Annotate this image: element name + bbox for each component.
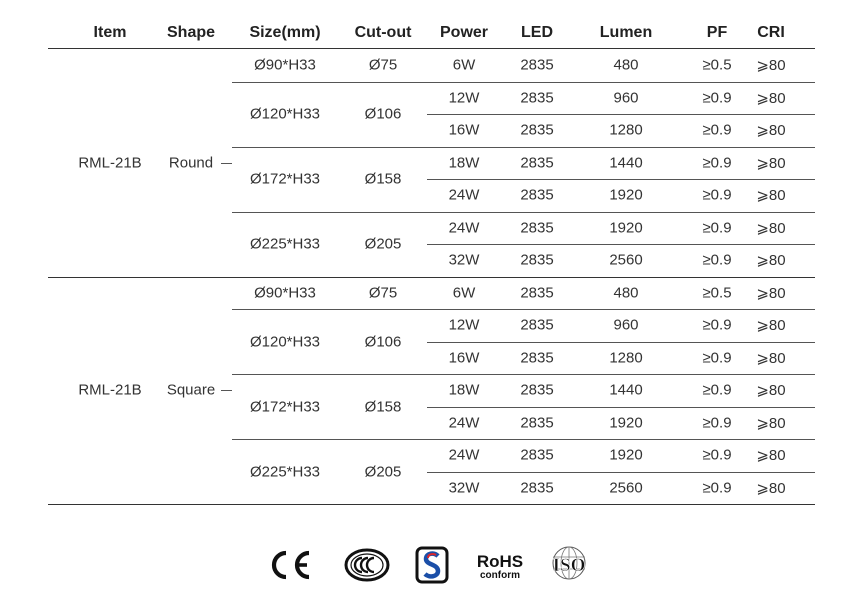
size-cell: Ø120*H33 bbox=[249, 105, 321, 123]
cri-cell: ⩾80 bbox=[756, 284, 786, 302]
cri-cell: ⩾80 bbox=[756, 219, 786, 237]
size-divider bbox=[232, 374, 815, 375]
group-divider bbox=[48, 277, 815, 278]
cri-cell: ⩾80 bbox=[756, 382, 786, 400]
pf-cell: ≥0.9 bbox=[702, 154, 732, 172]
power-cell: 16W bbox=[448, 349, 480, 367]
header-rule bbox=[48, 48, 815, 49]
cutout-cell: Ø205 bbox=[364, 235, 402, 253]
lumen-cell: 1440 bbox=[609, 154, 643, 172]
power-cell: 18W bbox=[448, 154, 480, 172]
led-cell: 2835 bbox=[520, 121, 554, 139]
iso-label: ISO bbox=[552, 555, 586, 576]
led-cell: 2835 bbox=[520, 349, 554, 367]
lumen-cell: 1920 bbox=[609, 446, 643, 464]
cri-cell: ⩾80 bbox=[756, 349, 786, 367]
led-cell: 2835 bbox=[520, 219, 554, 237]
cri-cell: ⩾80 bbox=[756, 89, 786, 107]
column-header-pf: PF bbox=[706, 24, 728, 41]
size-cell: Ø225*H33 bbox=[249, 235, 321, 253]
pf-cell: ≥0.5 bbox=[702, 56, 732, 74]
cri-cell: ⩾80 bbox=[756, 317, 786, 335]
pf-cell: ≥0.9 bbox=[702, 186, 732, 204]
group-divider bbox=[48, 504, 815, 505]
item-cell: RML-21B bbox=[78, 154, 142, 172]
cri-cell: ⩾80 bbox=[756, 187, 786, 205]
size-divider bbox=[232, 212, 815, 213]
ce-mark-icon bbox=[266, 545, 316, 585]
lumen-cell: 1280 bbox=[609, 349, 643, 367]
cutout-cell: Ø158 bbox=[364, 170, 402, 188]
lumen-cell: 1440 bbox=[609, 381, 643, 399]
pf-cell: ≥0.9 bbox=[702, 381, 732, 399]
lumen-cell: 1920 bbox=[609, 414, 643, 432]
pf-cell: ≥0.9 bbox=[702, 479, 732, 497]
cri-cell: ⩾80 bbox=[756, 57, 786, 75]
row-divider bbox=[427, 342, 815, 343]
safety-s-mark-icon bbox=[414, 545, 450, 585]
column-header-item: Item bbox=[93, 24, 127, 41]
size-divider bbox=[232, 147, 815, 148]
power-cell: 12W bbox=[448, 89, 480, 107]
led-cell: 2835 bbox=[520, 186, 554, 204]
rohs-mark-icon bbox=[472, 545, 528, 585]
pf-cell: ≥0.9 bbox=[702, 121, 732, 139]
ce-mark-label: CE bbox=[291, 584, 293, 585]
power-cell: 24W bbox=[448, 446, 480, 464]
row-divider bbox=[427, 114, 815, 115]
cutout-cell: Ø75 bbox=[368, 56, 398, 74]
column-header-cri: CRI bbox=[757, 24, 785, 41]
size-cell: Ø90*H33 bbox=[254, 284, 316, 302]
size-cell: Ø120*H33 bbox=[249, 333, 321, 350]
cri-cell: ⩾80 bbox=[756, 252, 786, 270]
column-header-cut-out: Cut-out bbox=[354, 24, 412, 41]
row-divider bbox=[427, 472, 815, 473]
size-cell: Ø172*H33 bbox=[249, 170, 321, 188]
power-cell: 24W bbox=[448, 414, 480, 432]
ccc-mark-icon bbox=[343, 545, 391, 585]
lumen-cell: 960 bbox=[613, 316, 639, 334]
power-cell: 6W bbox=[452, 284, 476, 302]
shape-connector bbox=[221, 163, 232, 164]
pf-cell: ≥0.9 bbox=[702, 349, 732, 367]
lumen-cell: 1280 bbox=[609, 121, 643, 139]
led-cell: 2835 bbox=[520, 414, 554, 432]
led-cell: 2835 bbox=[520, 284, 554, 302]
row-divider bbox=[427, 179, 815, 180]
led-cell: 2835 bbox=[520, 154, 554, 172]
size-divider bbox=[232, 309, 815, 310]
cutout-cell: Ø106 bbox=[364, 333, 402, 350]
led-cell: 2835 bbox=[520, 479, 554, 497]
led-cell: 2835 bbox=[520, 56, 554, 74]
certification-logos bbox=[0, 545, 860, 585]
cri-cell: ⩾80 bbox=[756, 154, 786, 172]
cri-cell: ⩾80 bbox=[756, 447, 786, 465]
column-header-power: Power bbox=[439, 24, 489, 41]
power-cell: 6W bbox=[452, 56, 476, 74]
power-cell: 32W bbox=[448, 479, 480, 497]
rohs-sublabel: conform bbox=[480, 570, 520, 581]
led-cell: 2835 bbox=[520, 446, 554, 464]
power-cell: 32W bbox=[448, 251, 480, 269]
power-cell: 12W bbox=[448, 316, 480, 334]
cri-cell: ⩾80 bbox=[756, 479, 786, 497]
column-header-shape: Shape bbox=[166, 24, 216, 41]
pf-cell: ≥0.5 bbox=[702, 284, 732, 302]
cutout-cell: Ø158 bbox=[364, 398, 402, 415]
led-cell: 2835 bbox=[520, 316, 554, 334]
shape-connector bbox=[221, 390, 232, 391]
power-cell: 16W bbox=[448, 121, 480, 139]
power-cell: 18W bbox=[448, 381, 480, 399]
cri-cell: ⩾80 bbox=[756, 414, 786, 432]
pf-cell: ≥0.9 bbox=[702, 446, 732, 464]
column-header-lumen: Lumen bbox=[599, 24, 653, 41]
row-divider bbox=[427, 244, 815, 245]
pf-cell: ≥0.9 bbox=[702, 89, 732, 107]
shape-cell: Square bbox=[166, 381, 216, 399]
lumen-cell: 2560 bbox=[609, 479, 643, 497]
cutout-cell: Ø106 bbox=[364, 105, 402, 123]
pf-cell: ≥0.9 bbox=[702, 316, 732, 334]
item-cell: RML-21B bbox=[78, 381, 142, 399]
rohs-label: RoHS bbox=[476, 552, 524, 571]
cri-cell: ⩾80 bbox=[756, 122, 786, 140]
iso-mark-icon bbox=[546, 545, 592, 585]
shape-cell: Round bbox=[168, 154, 214, 172]
led-cell: 2835 bbox=[520, 89, 554, 107]
lumen-cell: 480 bbox=[613, 284, 639, 302]
size-divider bbox=[232, 439, 815, 440]
lumen-cell: 960 bbox=[613, 89, 639, 107]
lumen-cell: 480 bbox=[613, 56, 639, 74]
cutout-cell: Ø75 bbox=[368, 284, 398, 302]
column-header-led: LED bbox=[521, 24, 553, 41]
power-cell: 24W bbox=[448, 219, 480, 237]
lumen-cell: 1920 bbox=[609, 219, 643, 237]
lumen-cell: 2560 bbox=[609, 251, 643, 269]
power-cell: 24W bbox=[448, 186, 480, 204]
lumen-cell: 1920 bbox=[609, 186, 643, 204]
cutout-cell: Ø205 bbox=[364, 463, 402, 480]
size-divider bbox=[232, 82, 815, 83]
pf-cell: ≥0.9 bbox=[702, 414, 732, 432]
pf-cell: ≥0.9 bbox=[702, 251, 732, 269]
column-header-size-mm-: Size(mm) bbox=[249, 24, 321, 41]
size-cell: Ø225*H33 bbox=[249, 463, 321, 480]
row-divider bbox=[427, 407, 815, 408]
size-cell: Ø172*H33 bbox=[249, 398, 321, 415]
size-cell: Ø90*H33 bbox=[254, 56, 316, 74]
led-cell: 2835 bbox=[520, 381, 554, 399]
led-cell: 2835 bbox=[520, 251, 554, 269]
pf-cell: ≥0.9 bbox=[702, 219, 732, 237]
